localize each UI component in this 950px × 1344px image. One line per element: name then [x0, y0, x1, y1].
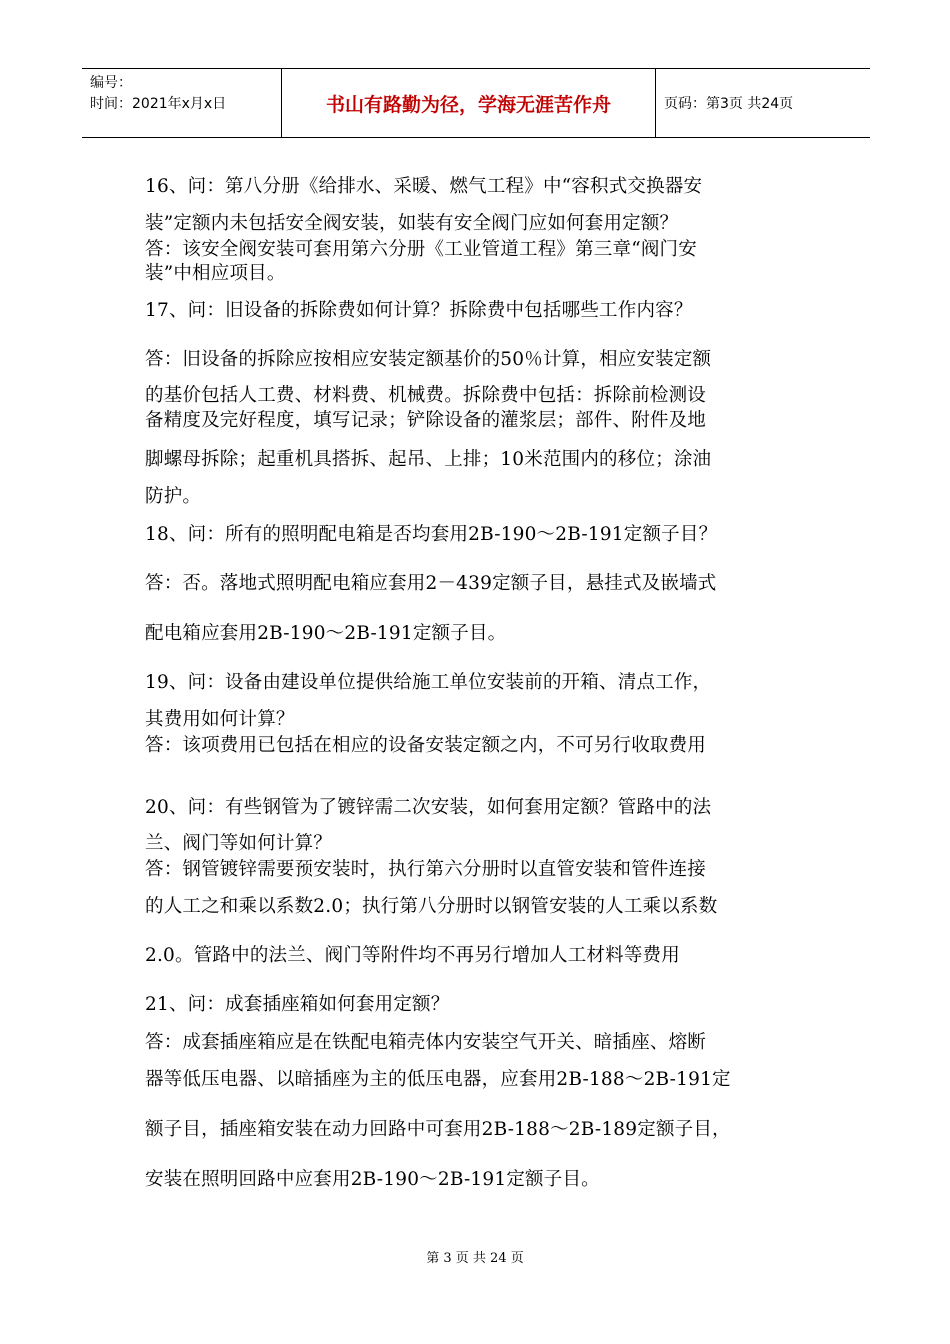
- text-line: 其费用如何计算？: [145, 709, 295, 730]
- text-line: 防护。: [145, 486, 202, 507]
- text-line: 配电箱应套用2B-190～2B-191定额子目。: [145, 623, 507, 644]
- text-line: 16、问：第八分册《给排水、采暖、燃气工程》中“容积式交换器安: [145, 176, 703, 197]
- text-line: 安装在照明回路中应套用2B-190～2B-191定额子目。: [145, 1169, 600, 1190]
- text-line: 2.0。管路中的法兰、阀门等附件均不再另行增加人工材料等费用: [145, 945, 680, 966]
- text-line: 备精度及完好程度，填写记录；铲除设备的灌浆层；部件、附件及地: [145, 410, 707, 431]
- document-number: 编号：: [90, 75, 132, 91]
- text-line: 20、问：有些钢管为了镀锌需二次安装，如何套用定额？管路中的法: [145, 797, 712, 818]
- text-line: 答：该项费用已包括在相应的设备安装定额之内，不可另行收取费用: [145, 735, 707, 756]
- text-line: 脚螺母拆除；起重机具搭拆、起吊、上排；10米范围内的移位；涂油: [145, 449, 712, 470]
- text-line: 21、问：成套插座箱如何套用定额？: [145, 994, 450, 1015]
- page-header: [82, 68, 870, 138]
- header-page-info: 页码：第3页 共24页: [664, 96, 794, 112]
- header-meta: [82, 69, 282, 137]
- text-line: 的基价包括人工费、材料费、机械费。拆除费中包括：拆除前检测设: [145, 385, 707, 406]
- text-line: 18、问：所有的照明配电箱是否均套用2B-190～2B-191定额子目？: [145, 524, 718, 545]
- text-line: 答：旧设备的拆除应按相应安装定额基价的50％计算，相应安装定额: [145, 349, 712, 370]
- text-line: 兰、阀门等如何计算？: [145, 833, 333, 854]
- text-line: 答：否。落地式照明配电箱应套用2－439定额子目，悬挂式及嵌墙式: [145, 573, 717, 594]
- text-line: 19、问：设备由建设单位提供给施工单位安装前的开箱、清点工作，: [145, 672, 712, 693]
- text-line: 装”中相应项目。: [145, 263, 286, 284]
- header-motto: 书山有路勤为径，学海无涯苦作舟: [282, 69, 656, 137]
- text-line: 答：该安全阀安装可套用第六分册《工业管道工程》第三章“阀门安: [145, 239, 697, 260]
- text-line: 答：成套插座箱应是在铁配电箱壳体内安装空气开关、暗插座、熔断: [145, 1032, 707, 1053]
- text-line: 17、问：旧设备的拆除费如何计算？拆除费中包括哪些工作内容？: [145, 300, 693, 321]
- text-line: 装”定额内未包括安全阀安装，如装有安全阀门应如何套用定额？: [145, 213, 679, 234]
- text-line: 答：钢管镀锌需要预安装时，执行第六分册时以直管安装和管件连接: [145, 859, 707, 880]
- page-footer: 第 3 页 共 24 页: [426, 1251, 524, 1266]
- text-line: 的人工之和乘以系数2.0；执行第八分册时以钢管安装的人工乘以系数: [145, 896, 718, 917]
- document-time: 时间：2021年x月x日: [90, 96, 227, 112]
- text-line: 器等低压电器、以暗插座为主的低压电器，应套用2B-188～2B-191定: [145, 1069, 731, 1090]
- text-line: 额子目，插座箱安装在动力回路中可套用2B-188～2B-189定额子目，: [145, 1119, 731, 1140]
